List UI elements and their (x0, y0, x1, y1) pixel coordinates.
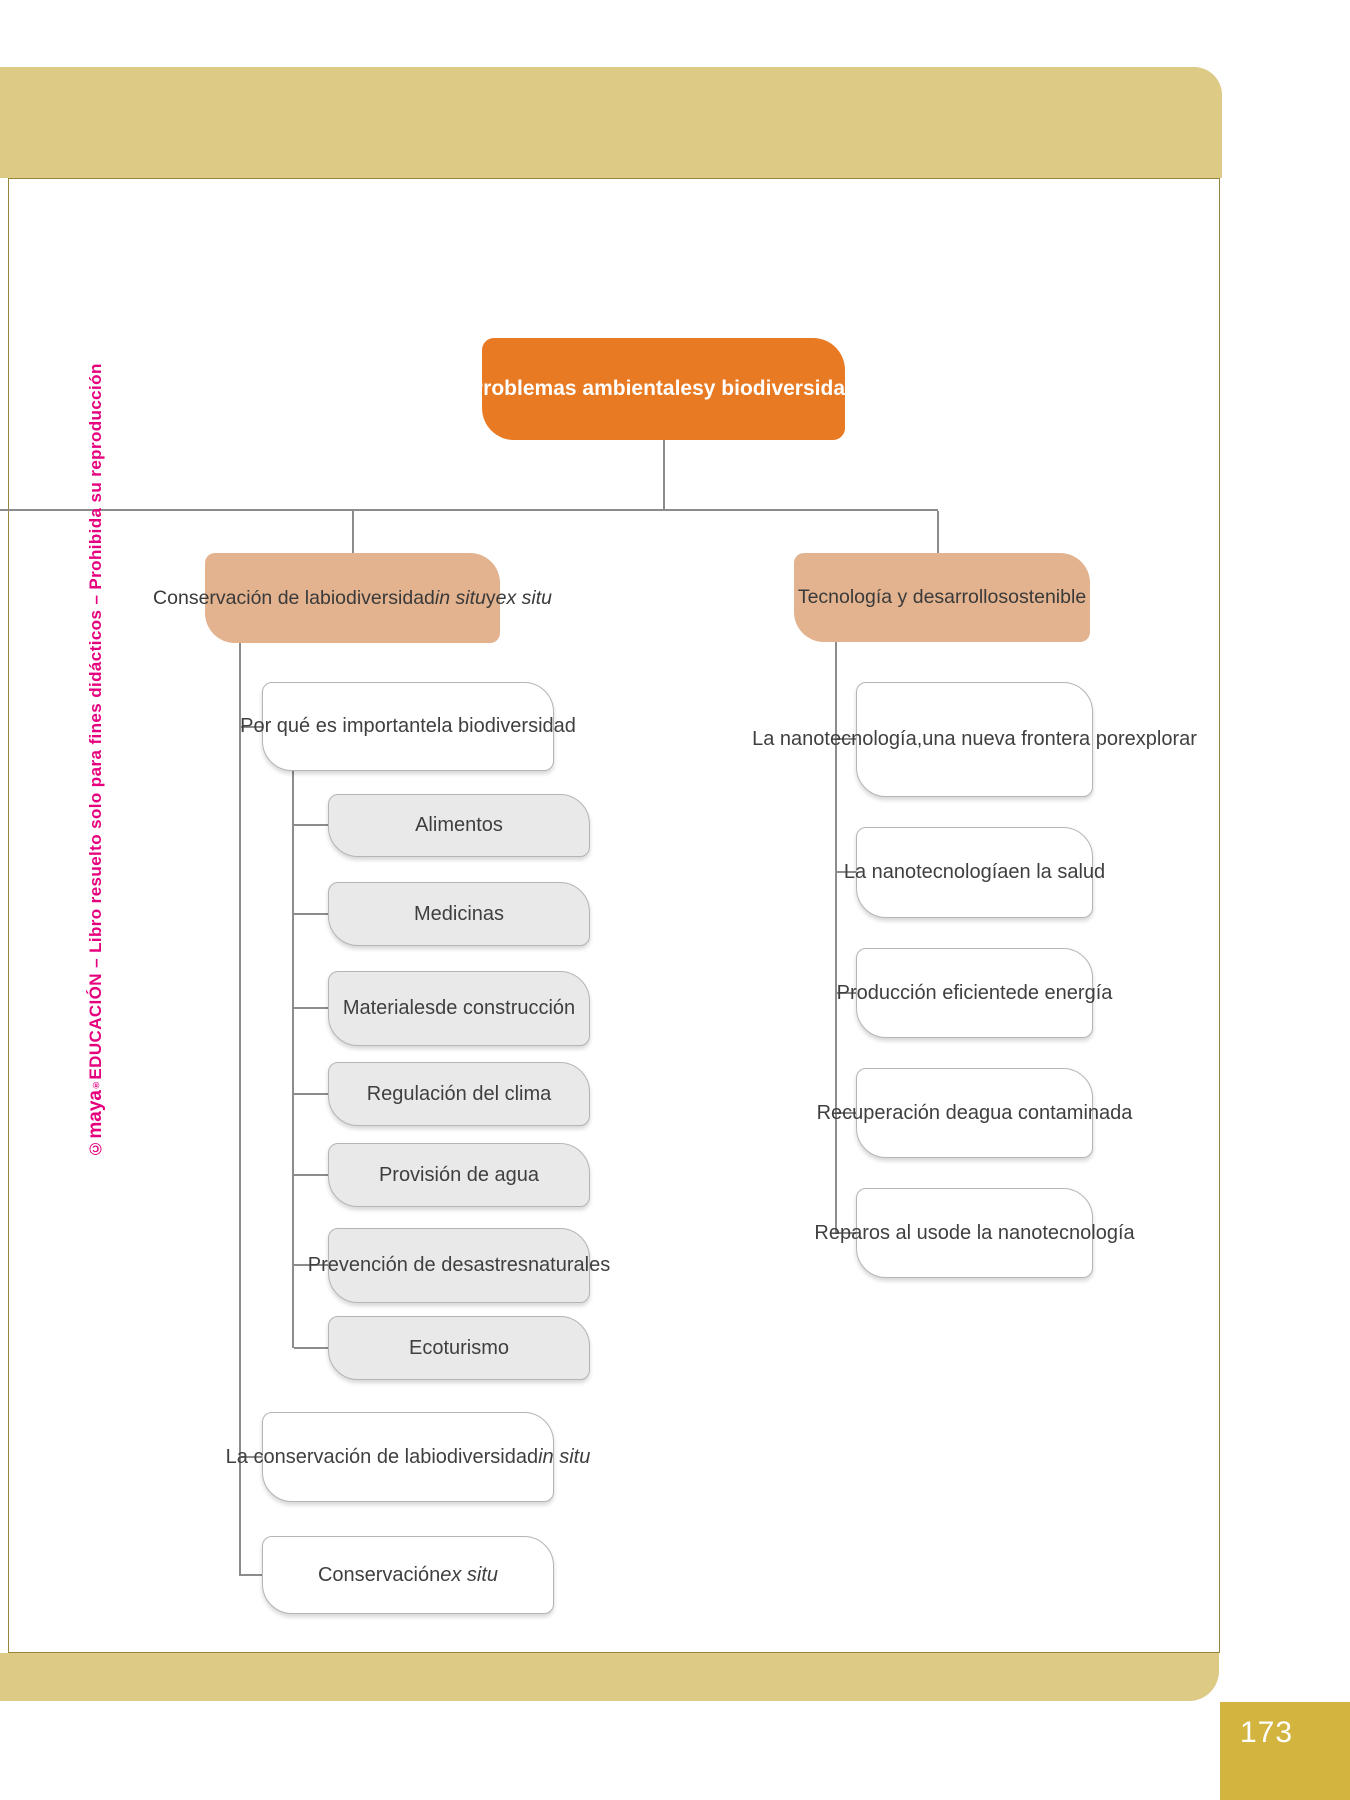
node-produccion-energia: Producción eficiente de energía (856, 948, 1093, 1038)
node-alimentos: Alimentos (328, 794, 590, 857)
copyright-watermark (85, 363, 106, 1158)
node-tecnologia-desarrollo: Tecnología y desarrollo sostenible (794, 553, 1090, 642)
page-footer-band (0, 1653, 1219, 1701)
node-medicinas: Medicinas (328, 882, 590, 946)
connector-line (352, 511, 354, 553)
connector-line (663, 440, 665, 509)
connector-line (937, 511, 939, 553)
node-conservacion-in-situ: La conservación de la biodiversidad in situ (262, 1412, 554, 1502)
connector-line (294, 1093, 328, 1095)
connector-line (294, 824, 328, 826)
node-conservacion-biodiversidad: Conservación de la biodiversidad in situ y ex situ (205, 553, 500, 643)
node-materiales-construccion: Materiales de construcción (328, 971, 590, 1046)
node-problemas-ambientales: Problemas ambientales y biodiversidad (482, 338, 845, 440)
node-por-que-es-importante: Por qué es importante la biodiversidad (262, 682, 554, 771)
node-regulacion-clima: Regulación del clima (328, 1062, 590, 1126)
copyright-symbol: © (86, 1138, 105, 1158)
node-prevencion-desastres: Prevención de desastres naturales (328, 1228, 590, 1303)
connector-line (0, 509, 938, 511)
watermark-text: EDUCACIÓN – Libro resuelto solo para fines didácticos – Prohibida su reproducción (86, 363, 105, 1080)
connector-line (294, 1347, 328, 1349)
node-recuperacion-agua: Recuperación de agua contaminada (856, 1068, 1093, 1158)
registered-symbol: ® (91, 1079, 101, 1090)
connector-line (239, 643, 241, 1576)
connector-line (294, 913, 328, 915)
connector-line (294, 1174, 328, 1176)
connector-line (294, 1007, 328, 1009)
brand-logo: maya (85, 1089, 106, 1139)
node-ecoturismo: Ecoturismo (328, 1316, 590, 1380)
connector-line (292, 771, 294, 1348)
connector-line (241, 1574, 262, 1576)
node-nanotecnologia-salud: La nanotecnología en la salud (856, 827, 1093, 918)
page-number-box (1220, 1702, 1350, 1800)
node-conservacion-ex-situ: Conservación ex situ (262, 1536, 554, 1614)
page-number: 173 (1240, 1716, 1294, 1749)
node-provision-agua: Provisión de agua (328, 1143, 590, 1207)
node-reparos-nanotecnologia: Reparos al uso de la nanotecnología (856, 1188, 1093, 1278)
node-nanotecnologia-frontera: La nanotecnología, una nueva frontera por explorar (856, 682, 1093, 797)
